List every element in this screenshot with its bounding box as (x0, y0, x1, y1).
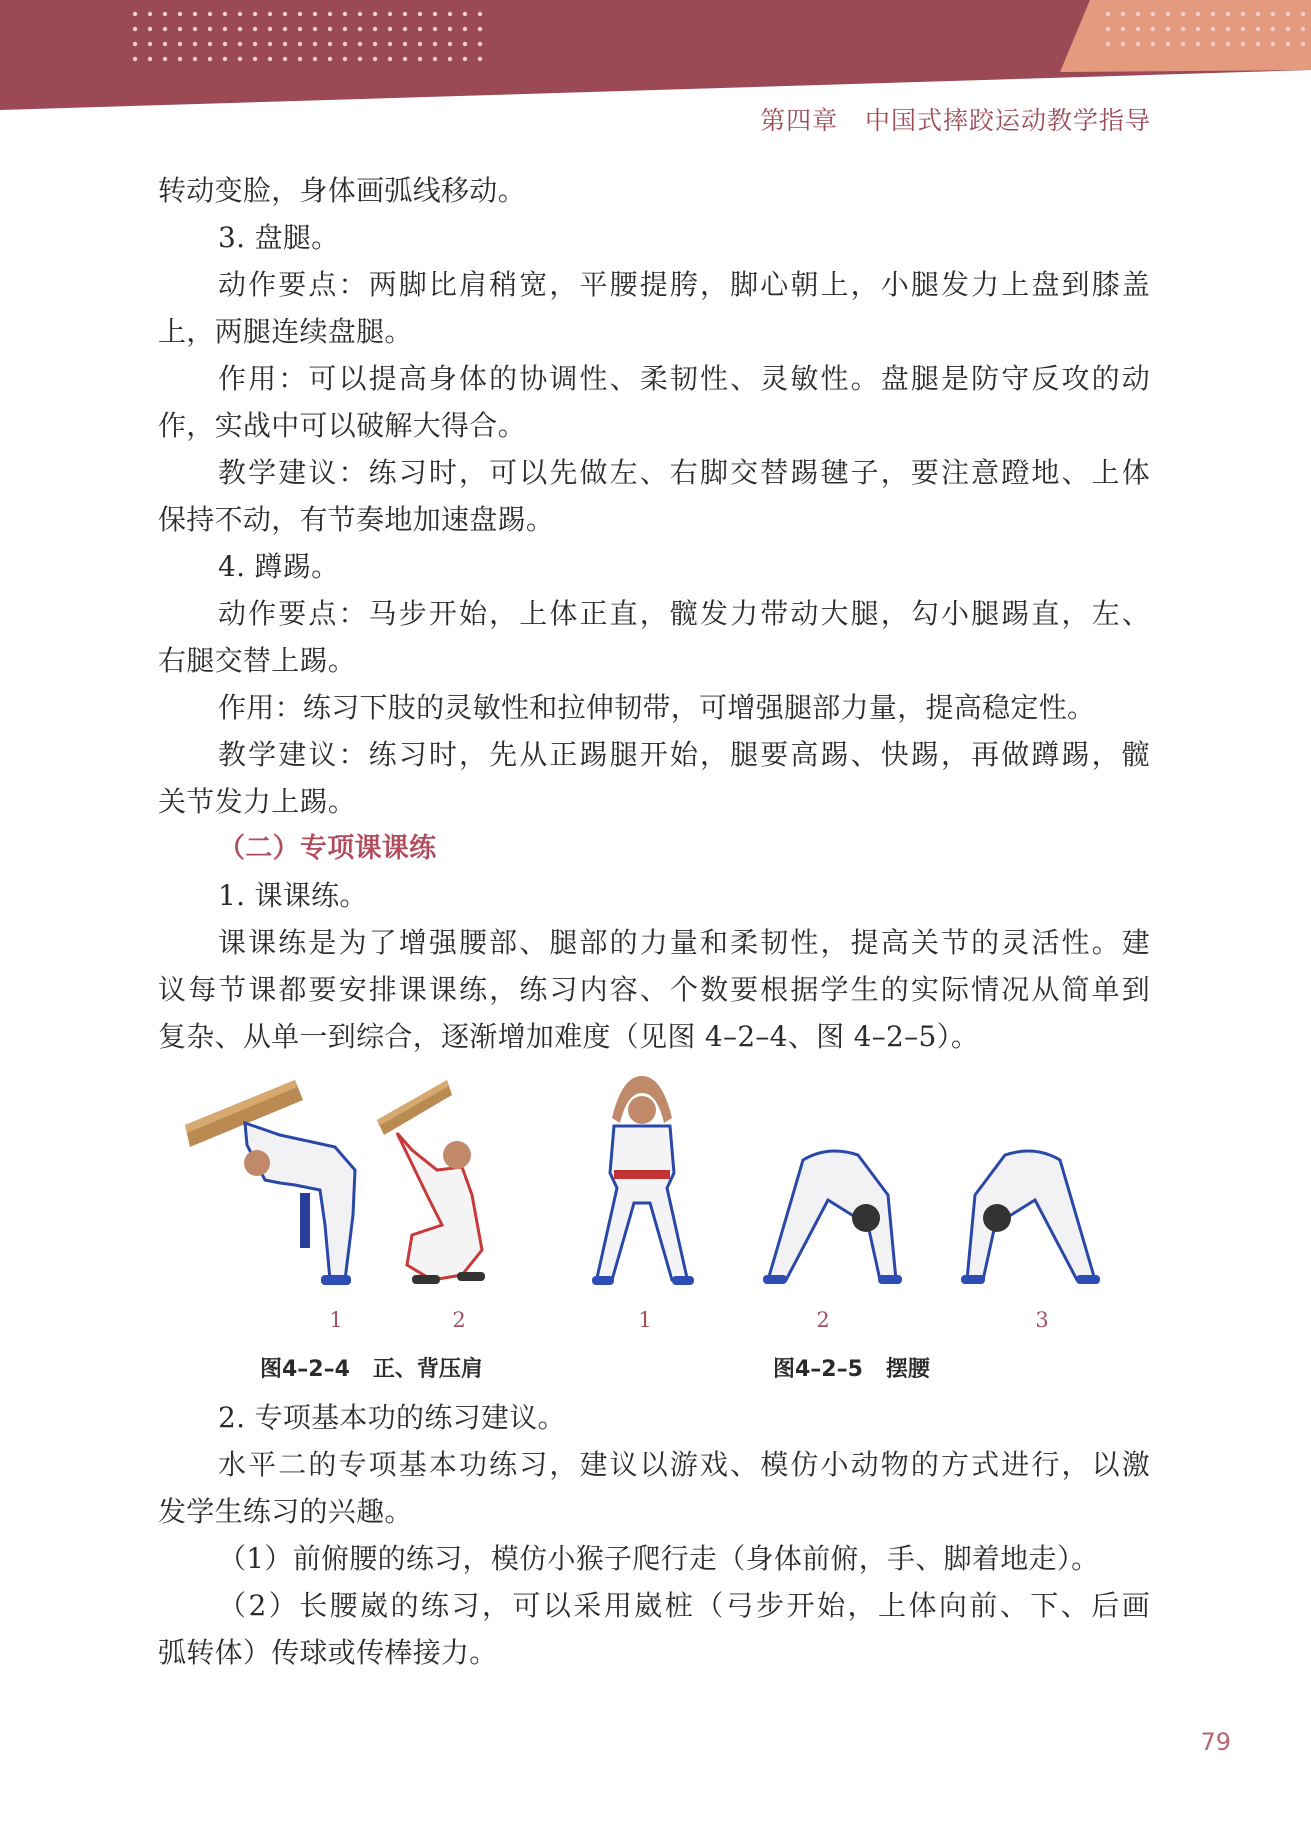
paragraph-line: 复杂、从单一到综合，逐渐增加难度（见图 4–2–4、图 4–2–5）。 (158, 1020, 980, 1053)
decor-dot (283, 27, 287, 31)
decor-dot (1196, 12, 1200, 16)
decor-dot (178, 27, 182, 31)
decor-dot (223, 42, 227, 46)
decor-dot (178, 42, 182, 46)
decor-dot (448, 12, 452, 16)
paragraph-line: 作用：可以提高身体的协调性、柔韧性、灵敏性。盘腿是防守反攻的动 (218, 362, 1150, 395)
decor-dot (463, 12, 467, 16)
decor-dot (1196, 27, 1200, 31)
decor-dot (478, 12, 482, 16)
paragraph-line: 作用：练习下肢的灵敏性和拉伸韧带，可增强腿部力量，提高稳定性。 (218, 691, 1096, 724)
decor-dot (163, 42, 167, 46)
decor-dot (358, 27, 362, 31)
decor-dot (388, 12, 392, 16)
decor-dot (253, 12, 257, 16)
decor-dot (463, 42, 467, 46)
decor-dot (1241, 12, 1245, 16)
decor-dot (1136, 27, 1140, 31)
sub-figure-label: 2 (816, 1308, 830, 1332)
decor-dot (448, 27, 452, 31)
decor-dot (1241, 27, 1245, 31)
decor-dot (238, 27, 242, 31)
decor-dot (208, 42, 212, 46)
paragraph-line: 动作要点：马步开始，上体正直，髋发力带动大腿，勾小腿踢直，左、 (218, 597, 1150, 630)
decor-dot (388, 42, 392, 46)
sub-figure-label: 1 (638, 1308, 652, 1332)
decor-dot (1226, 42, 1230, 46)
decor-dot (298, 57, 302, 61)
decor-dot (1256, 27, 1260, 31)
decor-dot (1106, 12, 1110, 16)
decor-dot (418, 42, 422, 46)
decor-dot (298, 12, 302, 16)
decor-dot (463, 57, 467, 61)
decor-dot (388, 57, 392, 61)
decor-dot (268, 27, 272, 31)
decor-dot (298, 42, 302, 46)
figure-caption: 图4–2–4 正、背压肩 (260, 1357, 483, 1382)
decor-dot (223, 27, 227, 31)
decor-dot (1136, 42, 1140, 46)
decor-dot (418, 27, 422, 31)
decor-dot (478, 42, 482, 46)
decor-dot (403, 57, 407, 61)
item-heading: 3. 盘腿。 (218, 221, 340, 254)
decor-dot (313, 57, 317, 61)
sub-figure-label: 3 (1035, 1308, 1049, 1332)
decor-dot (148, 27, 152, 31)
decor-dot (1196, 42, 1200, 46)
decor-dot (328, 42, 332, 46)
decor-dot (433, 12, 437, 16)
paragraph-line: 议每节课都要安排课课练，练习内容、个数要根据学生的实际情况从简单到 (158, 973, 1150, 1006)
decor-dot (238, 12, 242, 16)
decor-dot (478, 27, 482, 31)
decor-dot (388, 27, 392, 31)
decor-dot (1226, 12, 1230, 16)
decor-dot (178, 57, 182, 61)
decor-dot (178, 12, 182, 16)
decor-dot (1121, 12, 1125, 16)
decor-dot (193, 42, 197, 46)
paragraph-line: 右腿交替上踢。 (158, 644, 357, 677)
decor-dot (433, 42, 437, 46)
item-heading: 1. 课课练。 (218, 879, 368, 912)
decor-dot (1271, 12, 1275, 16)
decor-dot (208, 57, 212, 61)
figure-caption: 图4–2–5 摆腰 (773, 1357, 930, 1382)
decor-dot (1211, 42, 1215, 46)
decor-dot (133, 42, 137, 46)
wrestler-photo-waist-swing-3 (955, 1140, 1115, 1290)
decor-dot (283, 57, 287, 61)
header-band (0, 0, 1311, 115)
decor-dot (1121, 27, 1125, 31)
decor-dot (1166, 27, 1170, 31)
paragraph-line: 作，实战中可以破解大得合。 (158, 409, 526, 442)
sub-figure-label: 2 (452, 1308, 466, 1332)
decor-dot (148, 57, 152, 61)
decor-dot (1211, 12, 1215, 16)
paragraph-line: 关节发力上踢。 (158, 785, 357, 818)
decor-dot (373, 42, 377, 46)
wrestler-photo-waist-swing-2 (748, 1140, 908, 1290)
decor-dot (463, 27, 467, 31)
paragraph-line: （2）长腰崴的练习，可以采用崴桩（弓步开始，上体向前、下、后画 (218, 1589, 1150, 1622)
decor-dot (208, 12, 212, 16)
page-number: 79 (1200, 1728, 1231, 1756)
decor-dot (1256, 12, 1260, 16)
decor-dot (1211, 27, 1215, 31)
decor-dot (283, 12, 287, 16)
paragraph-line: 教学建议：练习时，可以先做左、右脚交替踢毽子，要注意蹬地、上体 (218, 456, 1150, 489)
decor-dot (448, 42, 452, 46)
decor-dot (148, 42, 152, 46)
paragraph-line: 教学建议：练习时，先从正踢腿开始，腿要高踢、快踢，再做蹲踢，髋 (218, 738, 1150, 771)
decor-dot (313, 42, 317, 46)
decor-dot (1286, 42, 1290, 46)
decor-dot (328, 27, 332, 31)
decor-dot (1151, 12, 1155, 16)
decor-dot (358, 42, 362, 46)
section-heading: （二）专项课课练 (218, 833, 437, 864)
decor-dot (358, 57, 362, 61)
decor-dot (373, 57, 377, 61)
decor-dot (373, 27, 377, 31)
decor-dot (313, 12, 317, 16)
paragraph-line: 动作要点：两脚比肩稍宽，平腰提胯，脚心朝上，小腿发力上盘到膝盖 (218, 268, 1150, 301)
body-text-continued (158, 1394, 1150, 1676)
decor-dot (418, 57, 422, 61)
decor-dot (1151, 27, 1155, 31)
paragraph-line: 转动变脸，身体画弧线移动。 (158, 174, 526, 207)
decor-dot (253, 42, 257, 46)
decor-dot (343, 27, 347, 31)
decor-dot (1286, 27, 1290, 31)
decor-dot (193, 27, 197, 31)
decor-dot (343, 42, 347, 46)
decor-dot (1226, 27, 1230, 31)
wrestler-photo-front-shoulder-press (185, 1075, 385, 1290)
decor-dot (133, 12, 137, 16)
decor-dot (133, 27, 137, 31)
paragraph-line: 上，两腿连续盘腿。 (158, 315, 413, 348)
decor-dot (433, 57, 437, 61)
decor-dot (403, 42, 407, 46)
decor-dot (1301, 27, 1305, 31)
decor-dot (268, 57, 272, 61)
decor-dot (1181, 27, 1185, 31)
decor-dot (478, 57, 482, 61)
decor-dot (163, 57, 167, 61)
decor-dot (1286, 12, 1290, 16)
decor-dot (1301, 42, 1305, 46)
decor-dot (133, 57, 137, 61)
decor-dot (343, 57, 347, 61)
paragraph-line: （1）前俯腰的练习，模仿小猴子爬行走（身体前俯，手、脚着地走）。 (218, 1542, 1100, 1575)
paragraph-line: 课课练是为了增强腰部、腿部的力量和柔韧性，提高关节的灵活性。建 (218, 926, 1150, 959)
decor-dot (1301, 12, 1305, 16)
sub-figure-label: 1 (329, 1308, 343, 1332)
decor-dot (223, 12, 227, 16)
decor-dot (403, 27, 407, 31)
decor-dot (148, 12, 152, 16)
decor-dot (193, 57, 197, 61)
body-text (158, 167, 1150, 1060)
wrestler-photo-back-shoulder-press (372, 1075, 512, 1290)
decor-dot (238, 57, 242, 61)
decor-dot (403, 12, 407, 16)
decor-dot (268, 12, 272, 16)
decor-dot (373, 12, 377, 16)
paragraph-line: 发学生练习的兴趣。 (158, 1495, 413, 1528)
decor-dot (343, 12, 347, 16)
item-heading: 2. 专项基本功的练习建议。 (218, 1401, 566, 1434)
decor-dot (1271, 42, 1275, 46)
decor-dot (1106, 42, 1110, 46)
decor-dot (268, 42, 272, 46)
decor-dot (328, 57, 332, 61)
decor-dot (1151, 42, 1155, 46)
decor-dot (1121, 42, 1125, 46)
decor-dot (448, 57, 452, 61)
decor-dot (298, 27, 302, 31)
chapter-title: 第四章 中国式摔跤运动教学指导 (760, 106, 1151, 135)
decor-dot (238, 42, 242, 46)
decor-dot (283, 42, 287, 46)
paragraph-line: 保持不动，有节奏地加速盘踢。 (158, 503, 555, 536)
decor-dot (1241, 42, 1245, 46)
decor-dot (1166, 12, 1170, 16)
paragraph-line: 水平二的专项基本功练习，建议以游戏、模仿小动物的方式进行，以激 (218, 1448, 1150, 1481)
decor-dot (1166, 42, 1170, 46)
decor-dot (1271, 27, 1275, 31)
decor-dot (433, 27, 437, 31)
decor-dot (418, 12, 422, 16)
decor-dot (208, 27, 212, 31)
paragraph-line: 弧转体）传球或传棒接力。 (158, 1636, 498, 1669)
decor-dot (163, 12, 167, 16)
decor-dot (163, 27, 167, 31)
decor-dot (313, 27, 317, 31)
item-heading: 4. 蹲踢。 (218, 550, 340, 583)
decor-dot (1136, 12, 1140, 16)
decor-dot (1256, 42, 1260, 46)
decor-dot (223, 57, 227, 61)
decor-dot (253, 57, 257, 61)
decor-dot (193, 12, 197, 16)
decor-dot (1106, 27, 1110, 31)
wrestler-photo-waist-swing-1 (572, 1068, 712, 1293)
decor-dot (1181, 12, 1185, 16)
decor-dot (358, 12, 362, 16)
decor-dot (1181, 42, 1185, 46)
decor-dot (253, 27, 257, 31)
decor-dot (328, 12, 332, 16)
